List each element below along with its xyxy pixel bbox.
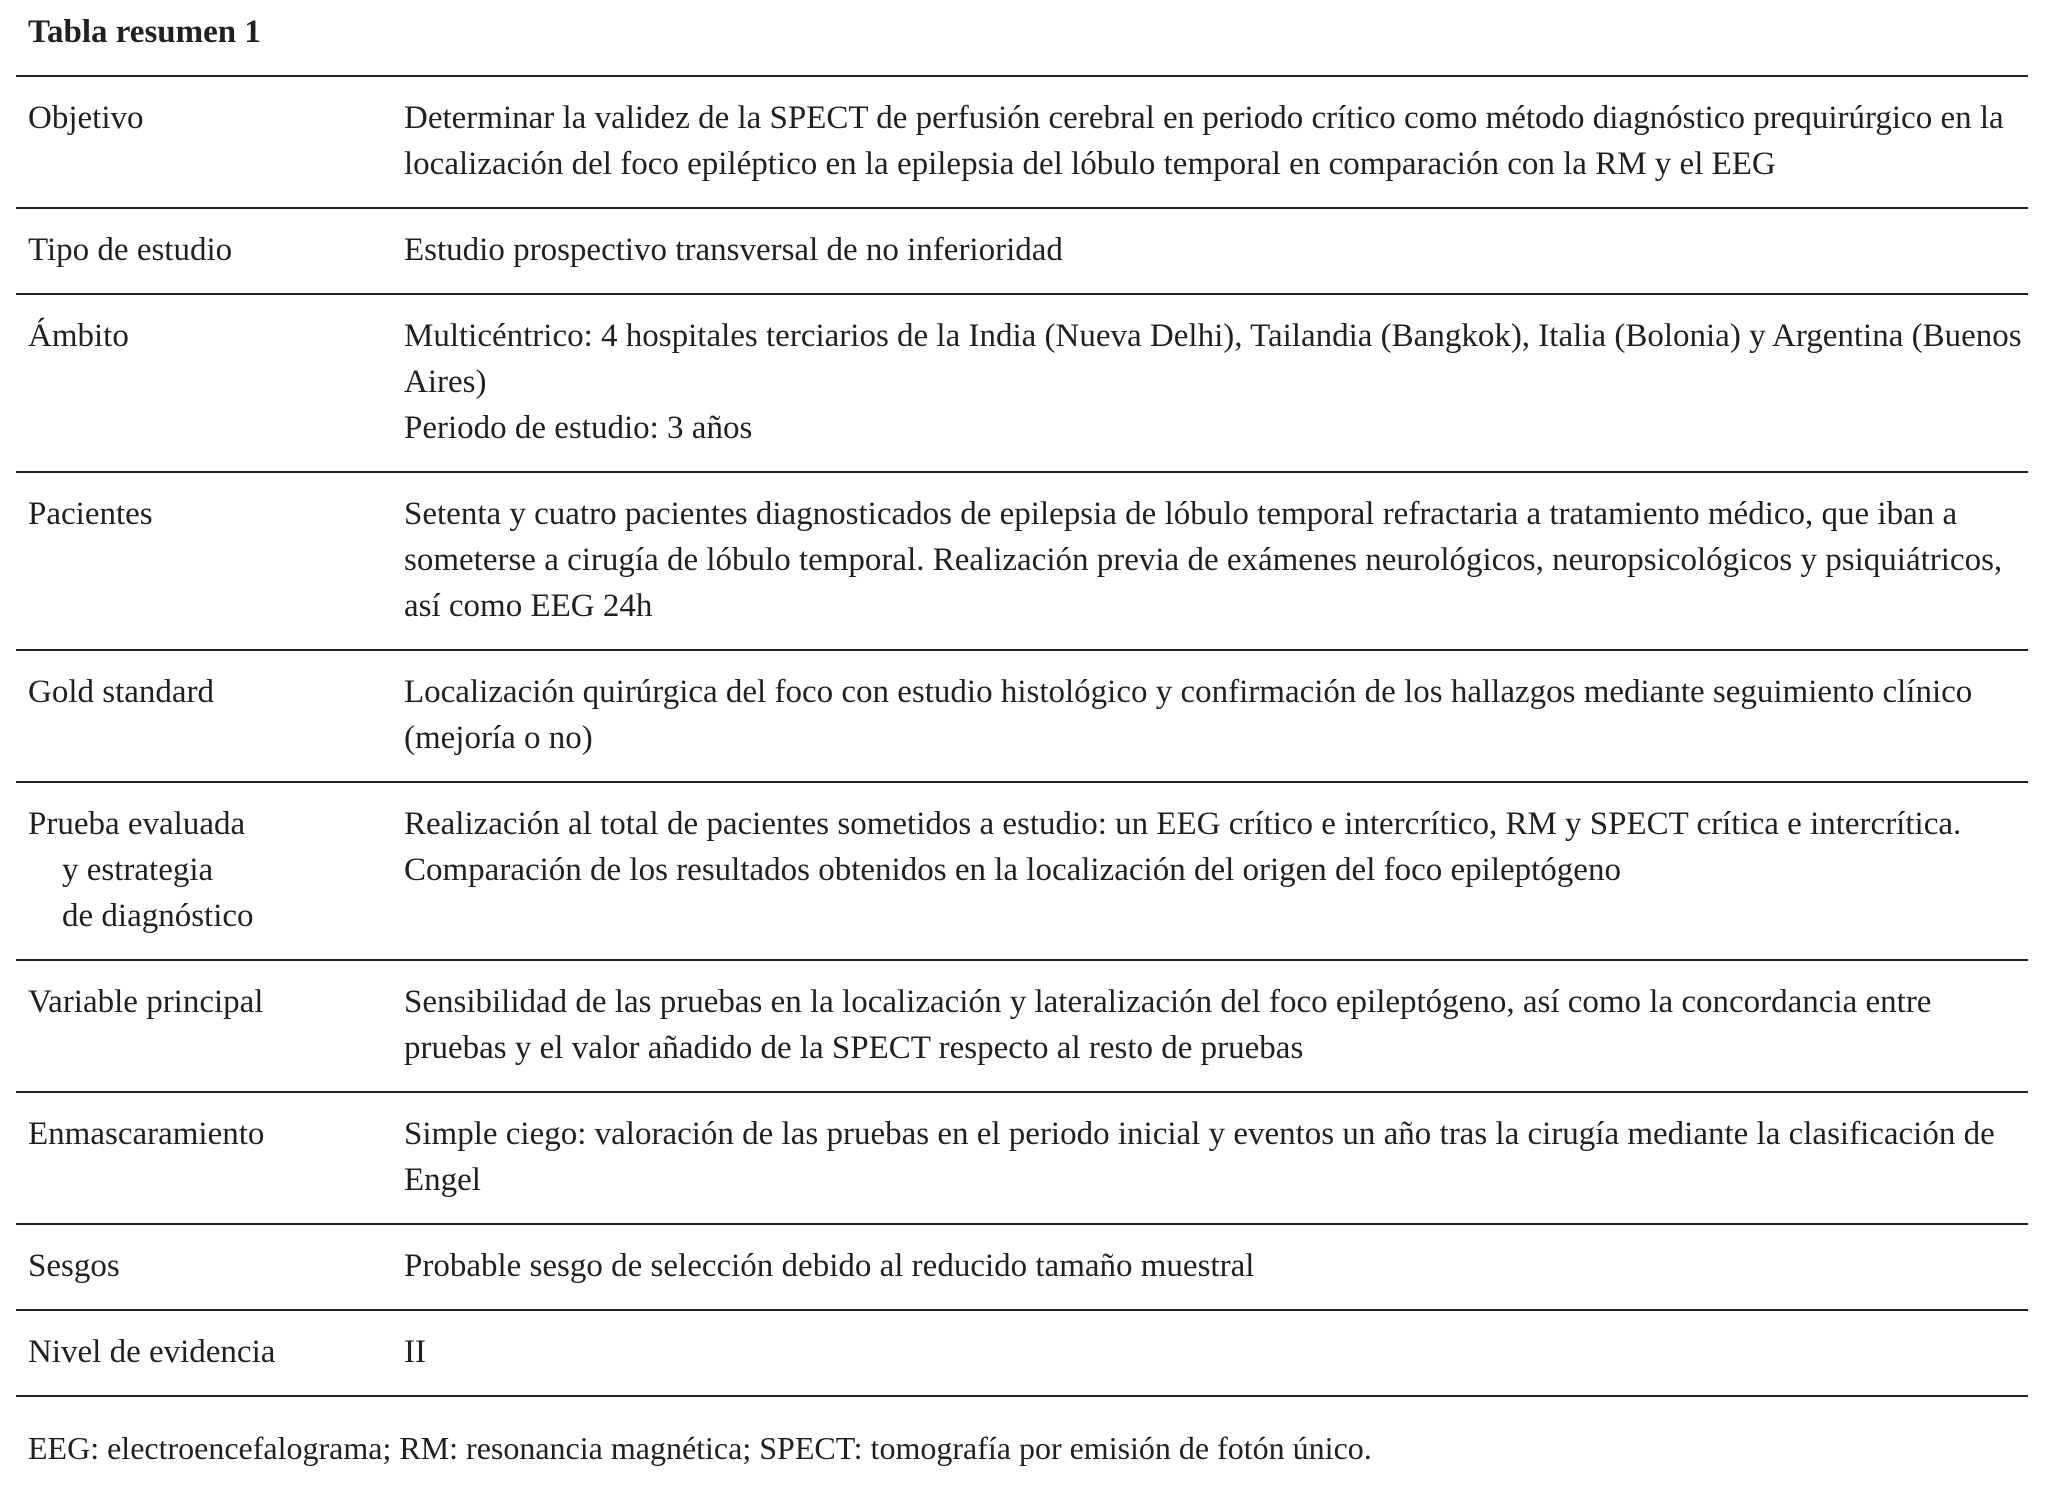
row-value: Multicéntrico: 4 hospitales terciarios de la India (Nueva Delhi), Tailandia (Bangkok), Italia (Bolonia) y Argentina (Buenos Aires) [404, 318, 2022, 400]
table-row-prueba-evaluada [16, 782, 2028, 960]
table-row-pacientes [16, 472, 2028, 650]
row-label: Objetivo [28, 100, 144, 136]
row-label: Prueba evaluada [28, 806, 246, 842]
row-label: Ámbito [28, 318, 129, 354]
table-row-enmascaramiento [16, 1092, 2028, 1224]
row-value: Probable sesgo de selección debido al reducido tamaño muestral [404, 1248, 1255, 1284]
table-footnote: EEG: electroencefalograma; RM: resonancia magnética; SPECT: tomografía por emisión de fotón único. [28, 1430, 1372, 1466]
row-value: Estudio prospectivo transversal de no inferioridad [404, 232, 1063, 268]
table-row-sesgos [16, 1224, 2028, 1310]
table-row-ambito [16, 294, 2028, 472]
row-value: Sensibilidad de las pruebas en la localización y lateralización del foco epileptógeno, así como la concordancia entre pruebas y el valor añadido de la SPECT respecto al resto de pruebas [404, 984, 1932, 1066]
row-label: Sesgos [28, 1248, 120, 1284]
row-value: II [404, 1334, 426, 1370]
row-label: Enmascaramiento [28, 1116, 265, 1152]
row-value: Determinar la validez de la SPECT de perfusión cerebral en periodo crítico como método diagnóstico prequirúrgico en la localización del foco epiléptico en la epilepsia del lóbulo temporal en comparación con la RM y el EEG [404, 100, 2004, 182]
row-value-period: Periodo de estudio: 3 años [404, 410, 753, 446]
row-label: Nivel de evidencia [28, 1334, 276, 1370]
row-label-continued: y estrategia [62, 852, 214, 888]
row-label: Variable principal [28, 984, 264, 1020]
table-title: Tabla resumen 1 [28, 14, 261, 50]
summary-table [16, 75, 2028, 1397]
row-value: Simple ciego: valoración de las pruebas en el periodo inicial y eventos un año tras la cirugía mediante la clasificación de Engel [404, 1116, 1995, 1198]
row-value: Setenta y cuatro pacientes diagnosticados de epilepsia de lóbulo temporal refractaria a tratamiento médico, que iban a someterse a cirugía de lóbulo temporal. Realización previa de exámenes neurológicos, neuropsicológicos y psiquiátricos, así como EEG 24h [404, 496, 2003, 624]
row-label: Gold standard [28, 674, 215, 710]
table-row-gold-standard [16, 650, 2028, 782]
table-row-tipo-de-estudio [16, 208, 2028, 294]
table-row-nivel-de-evidencia [16, 1310, 2028, 1396]
row-label: Tipo de estudio [28, 232, 233, 268]
table-row-variable-principal [16, 960, 2028, 1092]
row-value-group [396, 294, 2028, 472]
row-label: Pacientes [28, 496, 153, 532]
row-value: Realización al total de pacientes sometidos a estudio: un EEG crítico e intercrítico, RM y SPECT crítica e intercrítica. Comparación de los resultados obtenidos en la localización del origen del foco epileptógeno [404, 806, 1962, 888]
row-label-continued: de diagnóstico [62, 898, 254, 934]
table-row-objetivo [16, 76, 2028, 208]
row-label-group [16, 782, 396, 960]
row-value: Localización quirúrgica del foco con estudio histológico y confirmación de los hallazgos mediante seguimiento clínico (mejoría o no) [404, 674, 1973, 756]
